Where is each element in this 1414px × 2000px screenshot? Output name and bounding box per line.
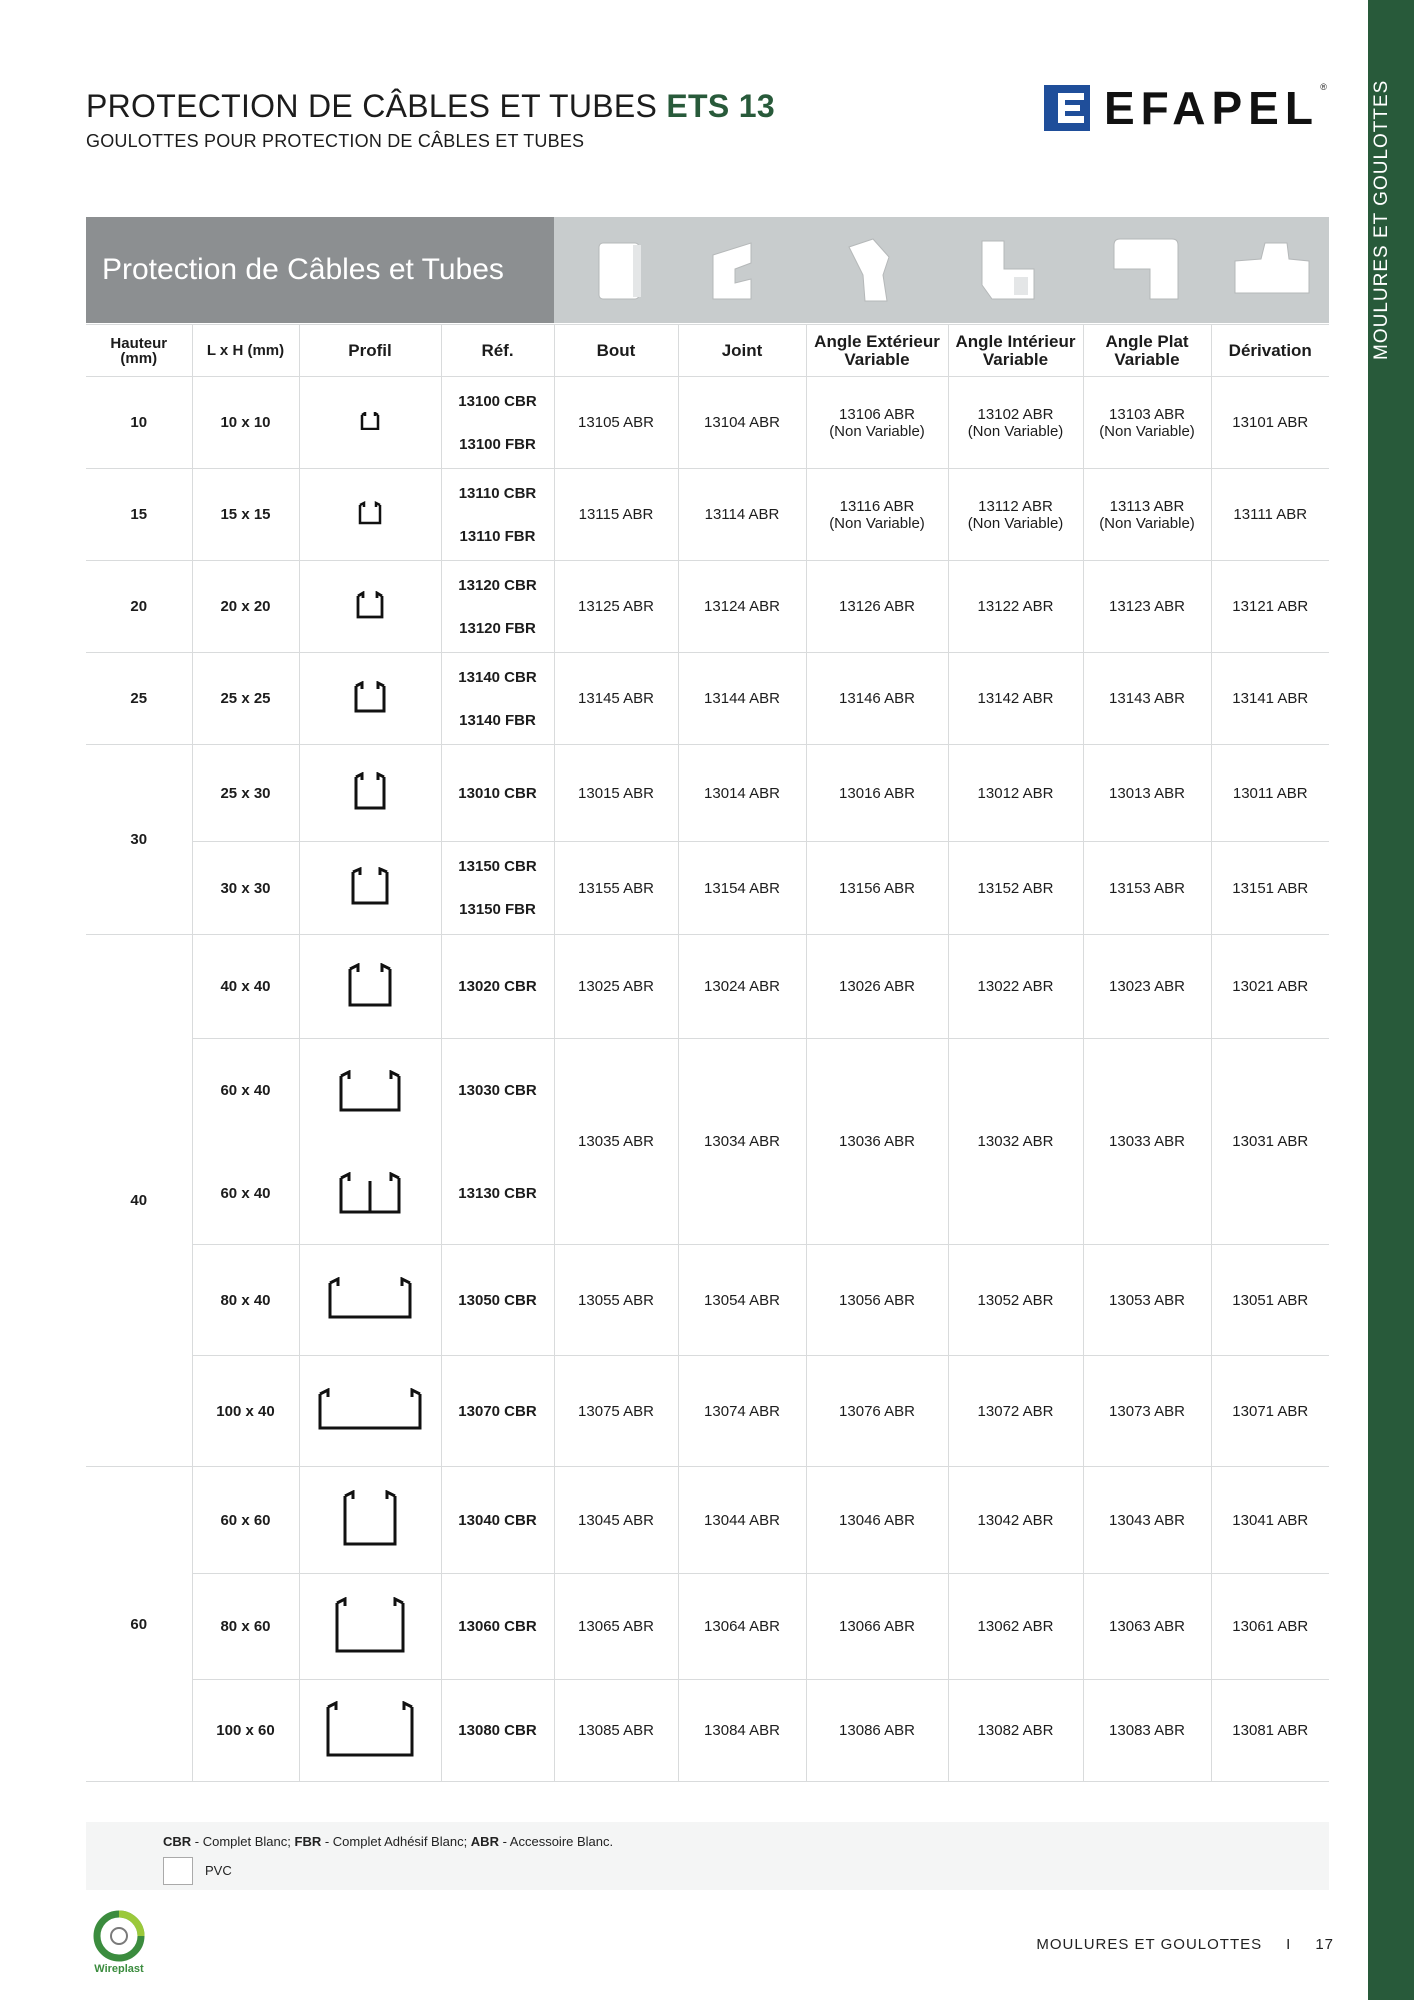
profile-15x15-icon <box>358 501 382 525</box>
profile-10x10-icon <box>360 412 380 430</box>
table-row <box>86 1680 1329 1782</box>
ref-cell: 13040 CBR <box>441 1467 554 1574</box>
angle-int-cell: 13012 ABR <box>948 745 1083 842</box>
profile-60x40-icon <box>339 1070 401 1112</box>
bout-cell: 13035 ABR <box>554 1039 678 1245</box>
footer-section: MOULURES ET GOULOTTES <box>1036 1936 1263 1953</box>
angle-int-cell: 13032 ABR <box>948 1039 1083 1245</box>
profile-cell <box>299 745 441 842</box>
profile-60x40-partition-icon <box>339 1172 401 1214</box>
pvc-swatch <box>163 1857 193 1885</box>
angle-int-cell: 13062 ABR <box>948 1574 1083 1680</box>
legend-cbr-code: CBR <box>163 1834 192 1849</box>
hauteur-cell: 25 <box>86 653 192 745</box>
profile-cell <box>299 1245 441 1356</box>
angle-plat-cell: 13063 ABR <box>1083 1574 1211 1680</box>
hauteur-cell: 40 <box>86 935 192 1467</box>
page-number: 17 <box>1315 1936 1334 1953</box>
derivation-cell: 13151 ABR <box>1211 842 1329 935</box>
size-cell: 15 x 15 <box>192 469 299 561</box>
derivation-cell: 13111 ABR <box>1211 469 1329 561</box>
angle-plat-cell: 13143 ABR <box>1083 653 1211 745</box>
bout-cell: 13155 ABR <box>554 842 678 935</box>
table-row <box>86 1574 1329 1680</box>
profile-60x60-icon <box>343 1490 397 1546</box>
ref-cbr: 13140 CBR <box>458 668 537 686</box>
angle-int-cell: 13152 ABR <box>948 842 1083 935</box>
size-cell: 100 x 60 <box>192 1680 299 1782</box>
profile-cell <box>299 1467 441 1574</box>
legend-abr-text: - Accessoire Blanc. <box>498 1834 614 1849</box>
legend-box <box>86 1822 1329 1890</box>
ref-cell <box>441 842 554 935</box>
size-cell <box>192 1039 299 1245</box>
bout-cell: 13045 ABR <box>554 1467 678 1574</box>
flat-angle-product-icon <box>1106 235 1186 307</box>
profile-80x60-icon <box>335 1597 405 1653</box>
derivation-cell: 13041 ABR <box>1211 1467 1329 1574</box>
joint-cell: 13074 ABR <box>678 1356 806 1467</box>
angle-ext-cell: 13066 ABR <box>806 1574 948 1680</box>
ref-fbr: 13150 FBR <box>459 901 536 918</box>
size-cell: 100 x 40 <box>192 1356 299 1467</box>
size-cell: 25 x 30 <box>192 745 299 842</box>
angle-int-cell: 13142 ABR <box>948 653 1083 745</box>
table-row <box>86 1356 1329 1467</box>
table-row <box>86 653 1329 745</box>
size-cell: 20 x 20 <box>192 561 299 653</box>
profile-cell <box>299 1356 441 1467</box>
brand-registered-mark: ® <box>1320 82 1327 92</box>
joint-cell: 13024 ABR <box>678 935 806 1039</box>
joint-product-icon <box>701 235 781 307</box>
sidebar-section-label: MOULURES ET GOULOTTES <box>1371 80 1392 361</box>
title-accent: ETS 13 <box>666 88 775 124</box>
table-row <box>86 935 1329 1039</box>
header-lxh: L x H (mm) <box>192 325 299 377</box>
size-cell: 80 x 40 <box>192 1245 299 1356</box>
joint-cell: 13014 ABR <box>678 745 806 842</box>
angle-ext-ref: 13116 ABR <box>839 497 915 515</box>
angle-ext-cell: 13036 ABR <box>806 1039 948 1245</box>
legend-text <box>163 1834 613 1849</box>
ref-cell: 13070 CBR <box>441 1356 554 1467</box>
header-angle-plat: Angle Plat Variable <box>1083 325 1211 377</box>
derivation-cell: 13141 ABR <box>1211 653 1329 745</box>
ref-cbr: 13120 CBR <box>458 576 537 594</box>
hauteur-cell: 10 <box>86 377 192 469</box>
ref-fbr: 13140 FBR <box>459 711 536 729</box>
angle-ext-cell: 13126 ABR <box>806 561 948 653</box>
bout-cell: 13015 ABR <box>554 745 678 842</box>
bout-cell: 13025 ABR <box>554 935 678 1039</box>
header-hauteur: Hauteur (mm) <box>86 325 192 377</box>
size-cell: 25 x 25 <box>192 653 299 745</box>
ref-fbr: 13110 FBR <box>459 527 536 545</box>
bout-cell: 13105 ABR <box>554 377 678 469</box>
angle-plat-cell: 13033 ABR <box>1083 1039 1211 1245</box>
profile-cell <box>299 1680 441 1782</box>
angle-ext-cell: 13146 ABR <box>806 653 948 745</box>
external-angle-product-icon <box>829 235 909 307</box>
joint-cell: 13064 ABR <box>678 1574 806 1680</box>
angle-ext-cell: 13086 ABR <box>806 1680 948 1782</box>
legend-fbr-code: FBR <box>294 1834 322 1849</box>
ref-cbr: 13100 CBR <box>458 392 537 410</box>
angle-plat-ref: 13113 ABR <box>1109 497 1185 515</box>
product-table <box>86 324 1329 1782</box>
ref-13130: 13130 CBR <box>458 1184 537 1202</box>
angle-plat-note: (Non Variable) <box>1099 514 1195 532</box>
table-header-row <box>86 325 1329 377</box>
efapel-logo-icon <box>1044 85 1090 131</box>
profile-cell <box>299 469 441 561</box>
profile-cell <box>299 935 441 1039</box>
size-60x40-b: 60 x 40 <box>220 1184 271 1202</box>
profile-cell <box>299 561 441 653</box>
angle-plat-note: (Non Variable) <box>1099 422 1195 440</box>
angle-ext-note: (Non Variable) <box>829 514 925 532</box>
angle-ext-cell: 13076 ABR <box>806 1356 948 1467</box>
product-banner <box>86 217 1329 323</box>
size-cell: 30 x 30 <box>192 842 299 935</box>
derivation-cell: 13101 ABR <box>1211 377 1329 469</box>
ref-cell: 13050 CBR <box>441 1245 554 1356</box>
derivation-cell: 13061 ABR <box>1211 1574 1329 1680</box>
bout-cell: 13125 ABR <box>554 561 678 653</box>
hauteur-cell: 15 <box>86 469 192 561</box>
angle-int-note: (Non Variable) <box>967 514 1064 532</box>
hauteur-cell: 60 <box>86 1467 192 1782</box>
derivation-cell: 13011 ABR <box>1211 745 1329 842</box>
page-subtitle: GOULOTTES POUR PROTECTION DE CÂBLES ET TUBES <box>86 131 585 151</box>
profile-cell <box>299 377 441 469</box>
table-row <box>86 377 1329 469</box>
brand-name: EFAPEL <box>1104 82 1319 134</box>
joint-cell: 13114 ABR <box>678 469 806 561</box>
angle-int-cell <box>948 469 1083 561</box>
angle-ext-cell: 13016 ABR <box>806 745 948 842</box>
table-row <box>86 1467 1329 1574</box>
profile-cell <box>299 1039 441 1245</box>
angle-ext-cell <box>806 469 948 561</box>
ref-fbr: 13100 FBR <box>459 435 536 453</box>
ref-cell <box>441 377 554 469</box>
wireplast-logo-icon <box>84 1910 154 1974</box>
header-derivation: Dérivation <box>1211 325 1329 377</box>
profile-100x40-icon <box>318 1388 422 1430</box>
angle-plat-cell <box>1083 377 1211 469</box>
bout-cell: 13085 ABR <box>554 1680 678 1782</box>
angle-int-cell: 13082 ABR <box>948 1680 1083 1782</box>
angle-ext-cell: 13156 ABR <box>806 842 948 935</box>
table-row <box>86 1039 1329 1245</box>
angle-int-ref: 13102 ABR <box>977 405 1054 423</box>
profile-100x60-icon <box>326 1701 414 1757</box>
size-cell: 80 x 60 <box>192 1574 299 1680</box>
hauteur-cell: 30 <box>86 745 192 935</box>
table-row <box>86 745 1329 842</box>
profile-30x30-icon <box>351 867 389 905</box>
bout-cell: 13055 ABR <box>554 1245 678 1356</box>
angle-plat-cell: 13043 ABR <box>1083 1467 1211 1574</box>
ref-cell <box>441 653 554 745</box>
header-angle-int: Angle Intérieur Variable <box>948 325 1083 377</box>
ref-fbr: 13120 FBR <box>459 619 536 637</box>
legend-fbr-text: - Complet Adhésif Blanc; <box>321 1834 471 1849</box>
efapel-logo <box>1044 82 1327 134</box>
table-row <box>86 561 1329 653</box>
derivation-cell: 13031 ABR <box>1211 1039 1329 1245</box>
pvc-label: PVC <box>205 1863 232 1878</box>
profile-cell <box>299 842 441 935</box>
joint-cell: 13084 ABR <box>678 1680 806 1782</box>
joint-cell: 13144 ABR <box>678 653 806 745</box>
profile-25x30-icon <box>354 772 386 810</box>
size-60x40-a: 60 x 40 <box>220 1081 271 1099</box>
header-bout: Bout <box>554 325 678 377</box>
header-joint: Joint <box>678 325 806 377</box>
joint-cell: 13154 ABR <box>678 842 806 935</box>
angle-ext-ref: 13106 ABR <box>839 405 915 423</box>
derivation-cell: 13121 ABR <box>1211 561 1329 653</box>
title-main: PROTECTION DE CÂBLES ET TUBES <box>86 88 658 124</box>
angle-int-cell <box>948 377 1083 469</box>
legend-abr-code: ABR <box>470 1834 499 1849</box>
end-cap-product-icon <box>581 235 661 307</box>
wireplast-logo-text: Wireplast <box>94 1963 144 1974</box>
ref-cbr: 13110 CBR <box>458 484 537 502</box>
joint-cell: 13044 ABR <box>678 1467 806 1574</box>
profile-cell <box>299 1574 441 1680</box>
profile-25x25-icon <box>354 681 386 713</box>
angle-plat-cell: 13083 ABR <box>1083 1680 1211 1782</box>
derivation-cell: 13051 ABR <box>1211 1245 1329 1356</box>
angle-plat-ref: 13103 ABR <box>1109 405 1185 423</box>
bout-cell: 13065 ABR <box>554 1574 678 1680</box>
page-footer <box>1036 1936 1334 1953</box>
ref-cell <box>441 561 554 653</box>
derivation-product-icon <box>1231 235 1311 307</box>
angle-ext-cell <box>806 377 948 469</box>
footer-separator: I <box>1286 1936 1292 1953</box>
angle-ext-cell: 13056 ABR <box>806 1245 948 1356</box>
bout-cell: 13075 ABR <box>554 1356 678 1467</box>
internal-angle-product-icon <box>974 235 1054 307</box>
ref-cell <box>441 469 554 561</box>
angle-plat-cell: 13073 ABR <box>1083 1356 1211 1467</box>
angle-int-cell: 13122 ABR <box>948 561 1083 653</box>
derivation-cell: 13071 ABR <box>1211 1356 1329 1467</box>
angle-plat-cell: 13153 ABR <box>1083 842 1211 935</box>
bout-cell: 13115 ABR <box>554 469 678 561</box>
angle-int-cell: 13072 ABR <box>948 1356 1083 1467</box>
ref-cell: 13010 CBR <box>441 745 554 842</box>
profile-40x40-icon <box>348 963 392 1007</box>
legend-cbr-text: - Complet Blanc; <box>191 1834 295 1849</box>
joint-cell: 13104 ABR <box>678 377 806 469</box>
joint-cell: 13054 ABR <box>678 1245 806 1356</box>
angle-ext-cell: 13046 ABR <box>806 1467 948 1574</box>
angle-plat-cell: 13023 ABR <box>1083 935 1211 1039</box>
angle-int-cell: 13042 ABR <box>948 1467 1083 1574</box>
angle-plat-cell: 13123 ABR <box>1083 561 1211 653</box>
joint-cell: 13124 ABR <box>678 561 806 653</box>
profile-80x40-icon <box>328 1277 412 1319</box>
table-row <box>86 842 1329 935</box>
size-cell: 40 x 40 <box>192 935 299 1039</box>
table-row <box>86 1245 1329 1356</box>
angle-int-cell: 13052 ABR <box>948 1245 1083 1356</box>
header-ref: Réf. <box>441 325 554 377</box>
angle-plat-cell: 13013 ABR <box>1083 745 1211 842</box>
derivation-cell: 13081 ABR <box>1211 1680 1329 1782</box>
joint-cell: 13034 ABR <box>678 1039 806 1245</box>
angle-ext-note: (Non Variable) <box>829 422 925 440</box>
angle-plat-cell: 13053 ABR <box>1083 1245 1211 1356</box>
page-title <box>86 88 775 125</box>
ref-13030: 13030 CBR <box>458 1081 537 1099</box>
table-row <box>86 469 1329 561</box>
angle-int-note: (Non Variable) <box>967 422 1064 440</box>
bout-cell: 13145 ABR <box>554 653 678 745</box>
ref-cbr: 13150 CBR <box>458 858 537 875</box>
banner-label: Protection de Câbles et Tubes <box>86 217 554 323</box>
hauteur-cell: 20 <box>86 561 192 653</box>
profile-20x20-icon <box>356 591 384 619</box>
angle-plat-cell <box>1083 469 1211 561</box>
angle-int-ref: 13112 ABR <box>978 497 1053 515</box>
angle-ext-cell: 13026 ABR <box>806 935 948 1039</box>
profile-cell <box>299 653 441 745</box>
size-cell: 60 x 60 <box>192 1467 299 1574</box>
ref-cell: 13080 CBR <box>441 1680 554 1782</box>
ref-cell: 13020 CBR <box>441 935 554 1039</box>
angle-int-cell: 13022 ABR <box>948 935 1083 1039</box>
header-profil: Profil <box>299 325 441 377</box>
ref-cell <box>441 1039 554 1245</box>
size-cell: 10 x 10 <box>192 377 299 469</box>
header-angle-ext: Angle Extérieur Variable <box>806 325 948 377</box>
derivation-cell: 13021 ABR <box>1211 935 1329 1039</box>
ref-cell: 13060 CBR <box>441 1574 554 1680</box>
